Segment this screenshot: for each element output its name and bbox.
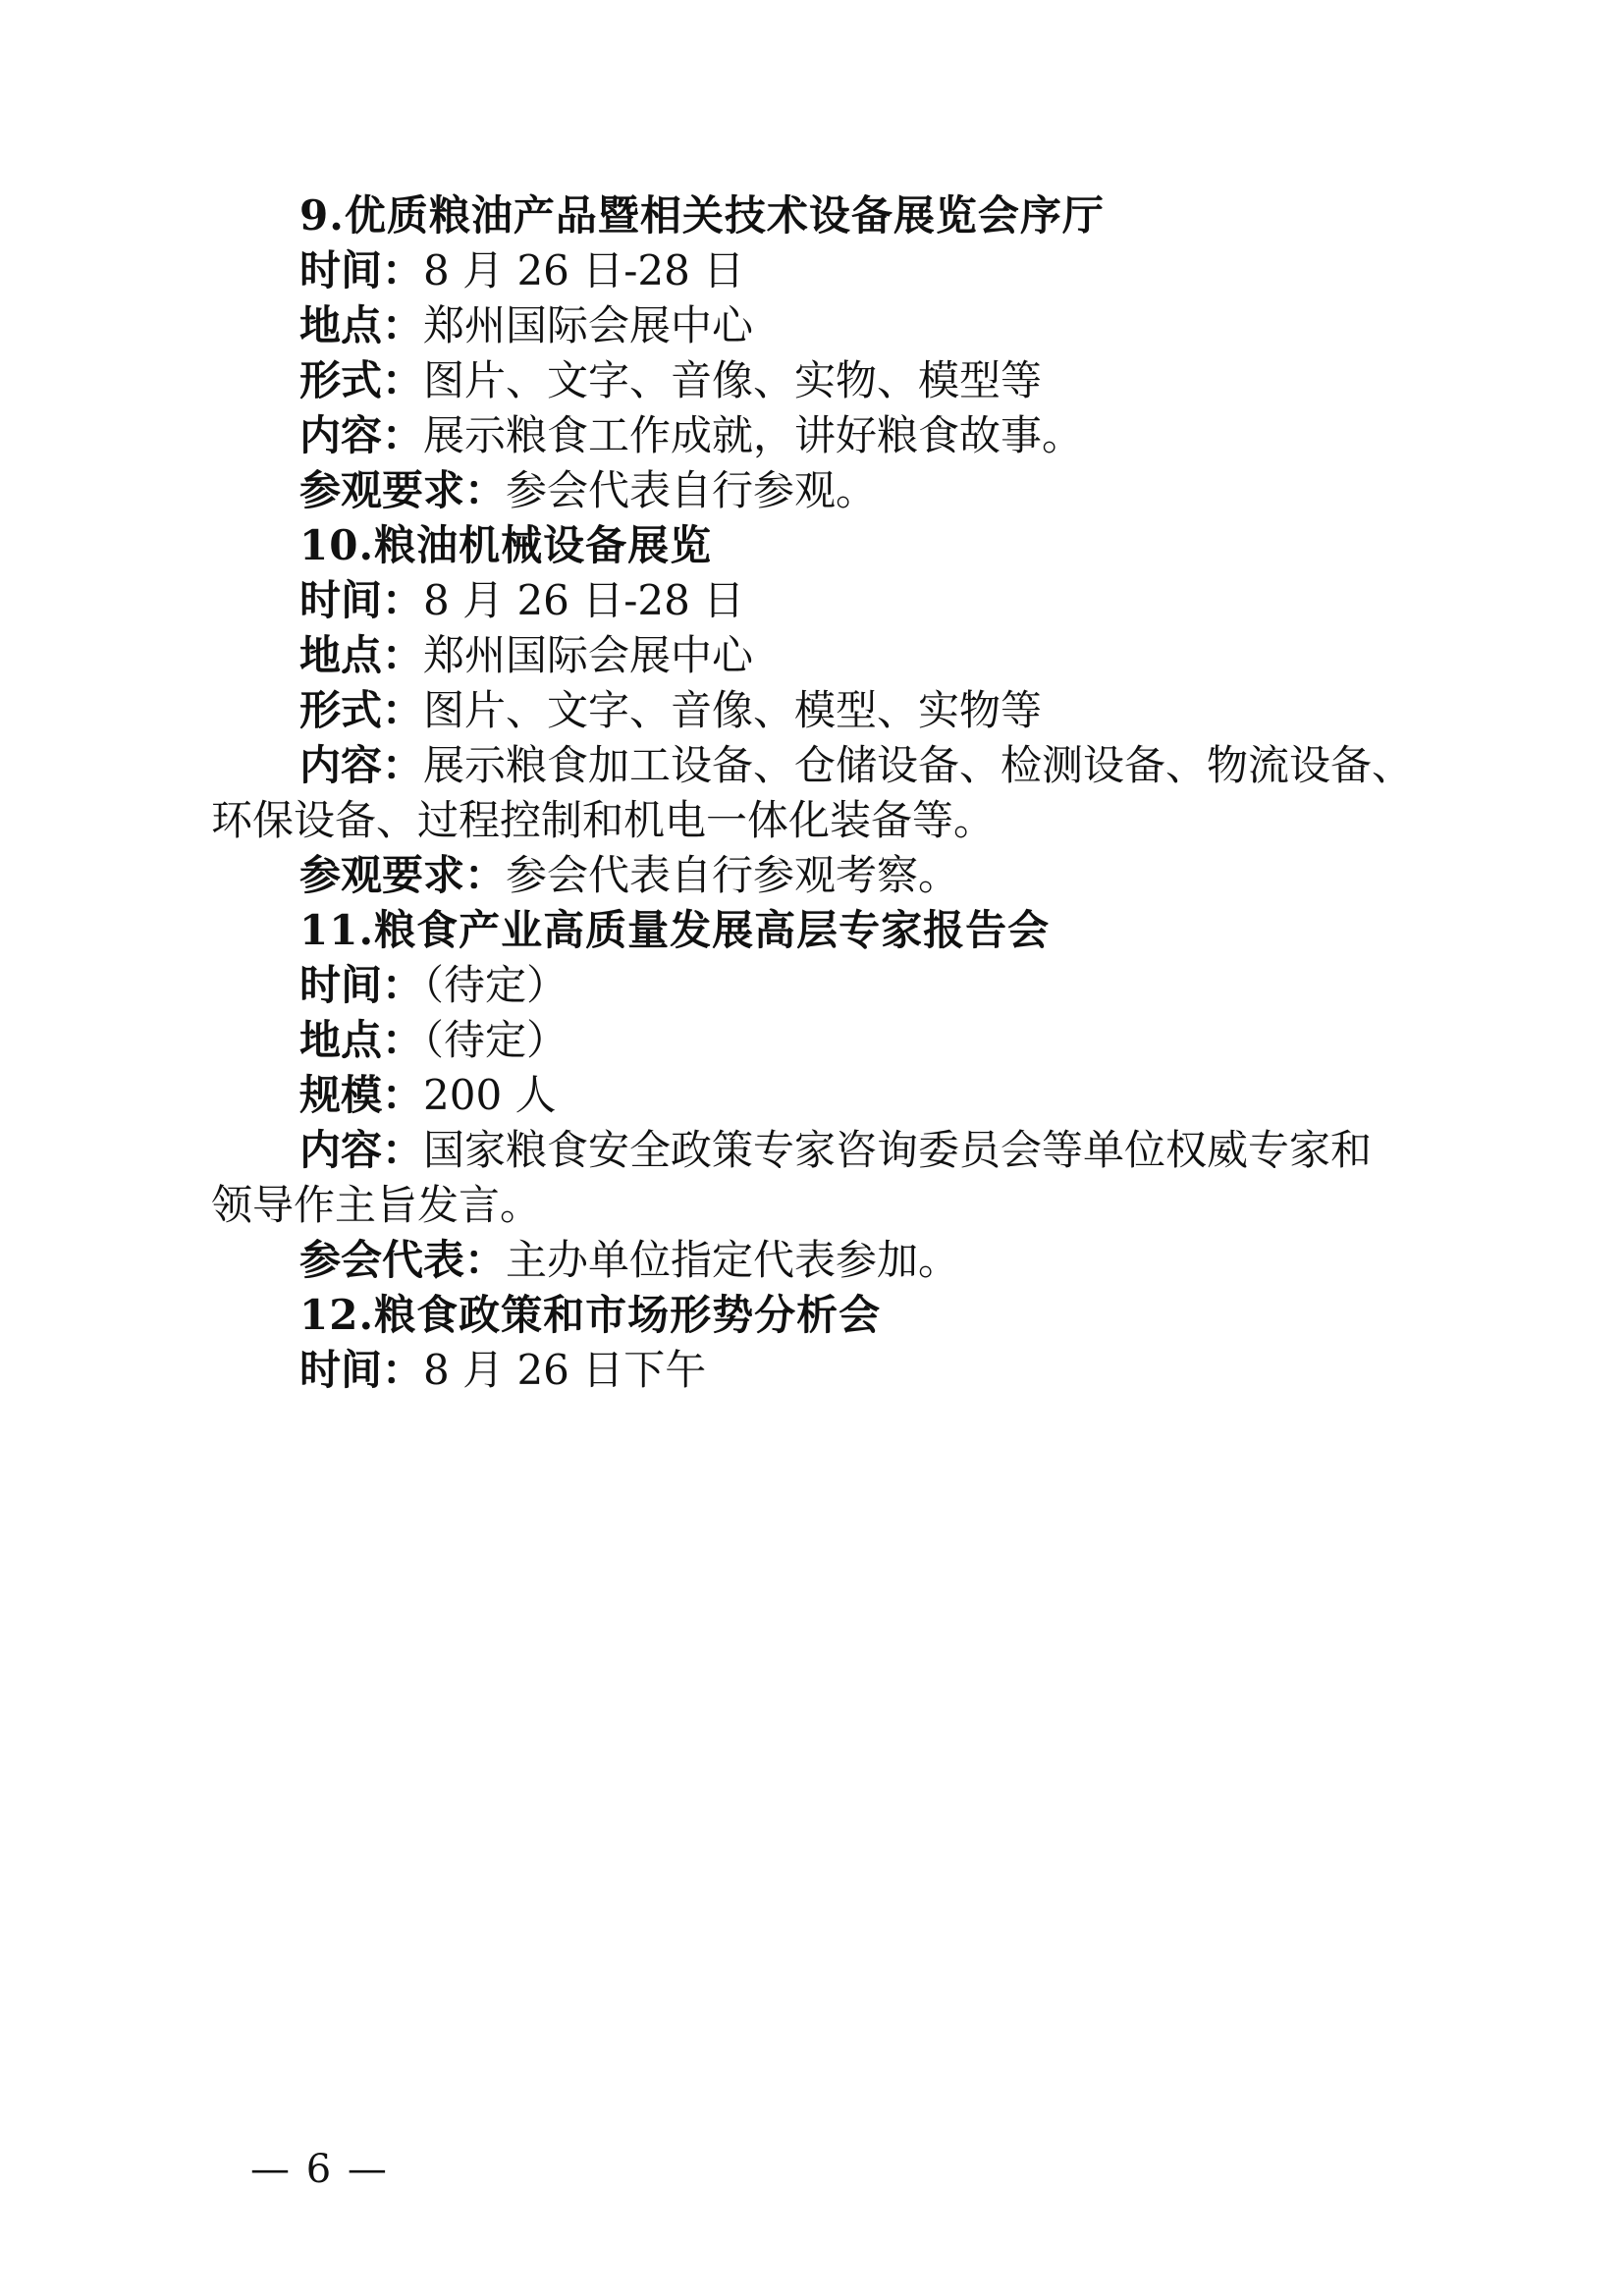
content-label: 内容： <box>299 411 424 459</box>
time-value: 8 月 26 日下午 <box>423 1346 707 1394</box>
visit-value: 参会代表自行参观。 <box>506 466 878 514</box>
visit-label: 参观要求： <box>299 466 507 514</box>
content-value-line1: 国家粮食安全政策专家咨询委员会等单位权威专家和 <box>423 1126 1373 1174</box>
time-label: 时间： <box>299 961 424 1009</box>
rep-value: 主办单位指定代表参加。 <box>506 1236 960 1284</box>
rep-label: 参会代表： <box>299 1236 507 1284</box>
page-number: — 6 — <box>250 2147 389 2192</box>
time-value: 8 月 26 日-28 日 <box>423 576 745 624</box>
content-label: 内容： <box>299 1126 424 1174</box>
place-value: （待定） <box>423 1016 568 1064</box>
visit-label: 参观要求： <box>299 851 507 899</box>
place-label: 地点： <box>299 301 424 349</box>
visit-value: 参会代表自行参观考察。 <box>506 851 960 899</box>
scale-value: 200 人 <box>423 1071 557 1119</box>
place-label: 地点： <box>299 1016 424 1064</box>
form-value: 图片、文字、音像、模型、实物等 <box>423 686 1043 734</box>
form-label: 形式： <box>299 686 424 734</box>
item-10-content-cont: 环保设备、过程控制和机电一体化装备等。 <box>211 796 996 844</box>
place-value: 郑州国际会展中心 <box>423 631 754 679</box>
scale-label: 规模： <box>299 1071 424 1119</box>
time-value: （待定） <box>423 961 568 1009</box>
form-label: 形式： <box>299 356 424 404</box>
time-label: 时间： <box>299 576 424 624</box>
item-11-title: 11.粮食产业高质量发展高层专家报告会 <box>299 906 1051 954</box>
content-value-line1: 展示粮食加工设备、仓储设备、检测设备、物流设备、 <box>423 741 1414 789</box>
content-value: 展示粮食工作成就，讲好粮食故事。 <box>423 411 1084 459</box>
item-12-time <box>0 1331 1623 1410</box>
content-label: 内容： <box>299 741 424 789</box>
form-value: 图片、文字、音像、实物、模型等 <box>423 356 1043 404</box>
item-12-title: 12.粮食政策和市场形势分析会 <box>299 1291 882 1339</box>
time-label: 时间： <box>299 1346 424 1394</box>
item-10-title: 10.粮油机械设备展览 <box>299 521 713 569</box>
item-11-content-cont: 领导作主旨发言。 <box>211 1181 542 1229</box>
time-value: 8 月 26 日-28 日 <box>423 246 745 294</box>
place-value: 郑州国际会展中心 <box>423 301 754 349</box>
time-label: 时间： <box>299 246 424 294</box>
item-9-title: 9.优质粮油产品暨相关技术设备展览会序厅 <box>299 191 1105 240</box>
place-label: 地点： <box>299 631 424 679</box>
